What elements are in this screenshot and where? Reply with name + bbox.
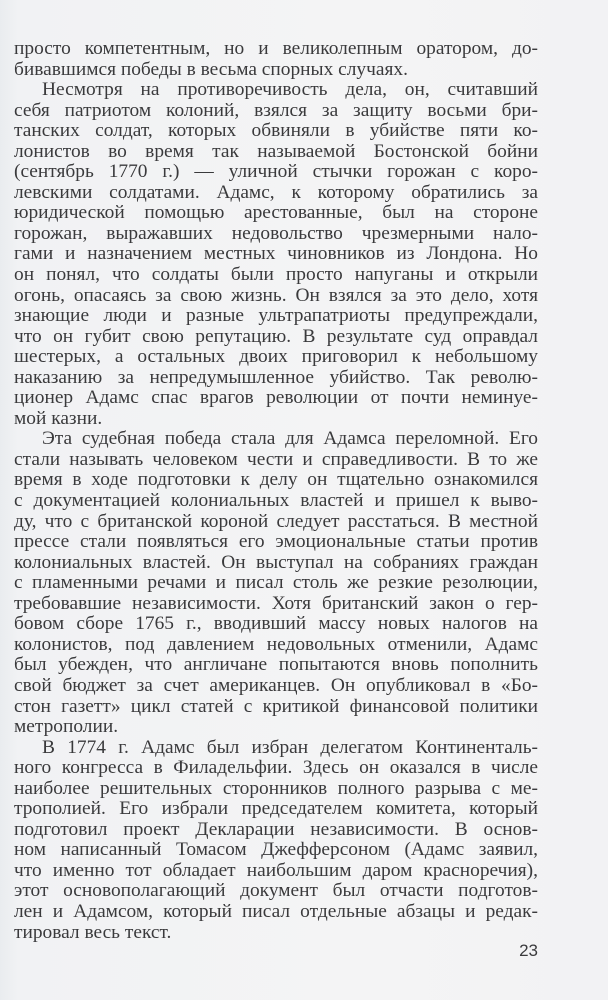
text-line: бовом сборе 1765 г., вводивший массу новых налогов на [14,613,538,635]
text-line: этот основополагающий документ был отчасти подготов- [14,880,538,902]
text-line: ном написанный Томасом Джефферсоном (Адамс заявил, [14,839,538,861]
text-line: метрополии. [14,716,119,738]
text-line: стали называть человеком чести и справедливости. В то же [14,448,538,470]
text-line: мой казни. [14,407,103,429]
text-line: с документацией колониальных властей и пришел к выво- [14,490,538,512]
text-line: колонистов, под давлением недовольных отменили, Адамс [14,633,538,655]
text-line: с пламенными речами и писал столь же резкие резолюции, [14,572,538,594]
text-line: Несмотря на противоречивость дела, он, считавший [42,79,538,101]
text-line: наказанию за непредумышленное убийство. Так револю- [14,366,538,388]
text-line: горожан, выражавших недовольство чрезмерными нало- [14,222,538,244]
text-line: он понял, что солдаты были просто напуганы и открыли [14,264,538,286]
text-line: трополией. Его избрали председателем комитета, который [14,798,538,820]
book-page-text [14,39,538,943]
text-line: юридической помощью арестованные, был на стороне [14,202,538,224]
text-line: ного конгресса в Филадельфии. Здесь он оказался в числе [14,757,538,779]
paragraph-2 [14,80,538,429]
text-line: был убежден, что англичане попытаются вновь пополнить [14,654,538,676]
text-line: прессе стали появляться его эмоциональные статьи против [14,531,538,553]
text-line: левскими солдатами. Адамс, к которому обратились за [14,181,538,203]
page-number: 23 [519,941,538,960]
text-line: тировал весь текст. [14,921,172,943]
text-line: время в ходе подготовки к делу он тщательно ознакомился [14,469,538,491]
text-line: гами и назначением местных чиновников из Лондона. Но [14,243,538,265]
text-line: Эта судебная победа стала для Адамса переломной. Его [42,428,538,450]
text-line: требовавшие независимости. Хотя британский закон о гер- [14,592,538,614]
text-line: свой бюджет за счет американцев. Он опубликовал в «Бо- [14,674,538,696]
text-line: что он губит свою репутацию. В результате суд оправдал [14,325,538,347]
text-line: подготовил проект Декларации независимости. В основ- [14,818,538,840]
text-line: бивавшимся победы в весьма спорных случаях. [14,58,408,80]
text-line: лонистов во время так называемой Бостонской бойни [14,140,538,162]
text-line: знающие люди и разные ультрапатриоты предупреждали, [14,305,538,327]
text-line: ционер Адамс спас врагов революции от почти неминуе- [14,387,538,409]
text-line: ду, что с британской короной следует расстаться. В местной [14,510,538,532]
text-line: наиболее решительных сторонников полного разрыва с ме- [14,777,538,799]
text-line: колониальных властей. Он выступал на собраниях граждан [14,551,538,573]
text-line: В 1774 г. Адамс был избран делегатом Континенталь- [42,736,538,758]
text-line: стон газетт» цикл статей с критикой финансовой политики [14,695,538,717]
text-line: шестерых, а остальных двоих приговорил к небольшому [14,346,538,368]
text-line: себя патриотом колоний, взялся за защиту восьми бри- [14,99,538,121]
text-line: танских солдат, которых обвиняли в убийстве пяти ко- [14,120,538,142]
text-line: огонь, опасаясь за свою жизнь. Он взялся за это дело, хотя [14,284,538,306]
text-line: лен и Адамсом, который писал отдельные абзацы и редак- [14,900,538,922]
paragraph-3 [14,429,538,737]
text-line: (сентябрь 1770 г.) — уличной стычки горожан с коро- [14,161,538,183]
paragraph-4 [14,738,538,943]
paragraph-1 [14,39,538,80]
text-line: что именно тот обладает наибольшим даром красноречия), [14,859,538,881]
text-line: просто компетентным, но и великолепным оратором, до- [14,38,538,59]
